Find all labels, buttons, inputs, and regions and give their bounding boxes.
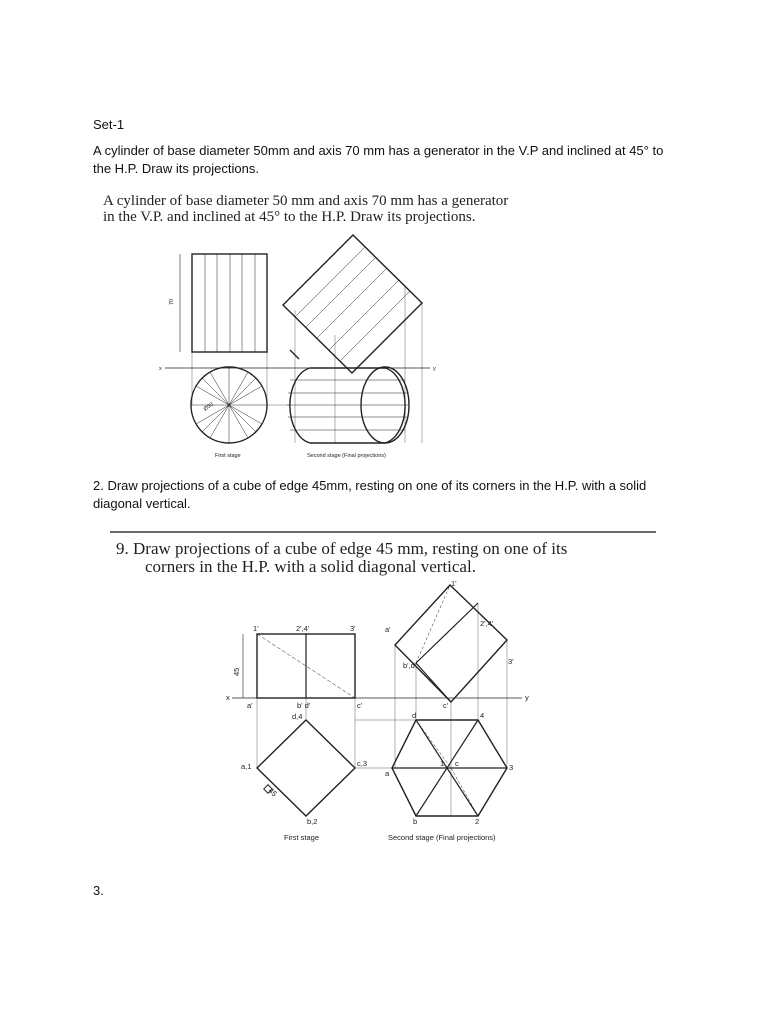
label-final-4: 4 bbox=[480, 711, 485, 720]
cube-x-axis-label: x bbox=[226, 693, 230, 702]
label-final-c: c bbox=[455, 759, 459, 768]
label-final-b: b bbox=[413, 817, 418, 826]
label-final-d: d bbox=[412, 711, 417, 720]
label-final-3: 3 bbox=[509, 763, 514, 772]
label-2-4-prime: 2',4' bbox=[296, 624, 310, 633]
cube-y-axis-label: y bbox=[525, 693, 529, 702]
figure-2-caption-line-2: corners in the H.P. with a solid diagonal vertical. bbox=[145, 557, 476, 576]
label-1-prime: 1' bbox=[253, 624, 259, 633]
figure-2-first-stage-label: First stage bbox=[284, 833, 320, 842]
figure-2-second-stage-label: Second stage (Final projections) bbox=[388, 833, 496, 842]
figure-1-caption-line-1: A cylinder of base diameter 50 mm and axis 70 mm has a generator bbox=[103, 193, 509, 209]
label-final-1-prime: 1' bbox=[451, 579, 457, 588]
label-d4: d,4 bbox=[292, 712, 303, 721]
question-3-number: 3. bbox=[93, 883, 104, 898]
label-final-2-4-prime: 2',4' bbox=[480, 619, 494, 628]
dimension-diameter-label: Ø50 bbox=[202, 401, 215, 413]
label-b-d-prime: b' d' bbox=[297, 701, 311, 710]
label-a-prime: a' bbox=[247, 701, 253, 710]
label-final-c-prime: c' bbox=[443, 701, 449, 710]
cube-drawing bbox=[232, 585, 522, 816]
figure-1-caption-line-2: in the V.P. and inclined at 45° to the H.P. Draw its projections. bbox=[103, 209, 476, 225]
figure-1-first-stage-label: First stage bbox=[215, 453, 241, 459]
label-final-b-d-prime: b',d' bbox=[403, 661, 417, 670]
cube-dimension-45-top-label: 45 bbox=[266, 786, 279, 799]
set-title: Set-1 bbox=[93, 117, 125, 132]
question-1-text: A cylinder of base diameter 50mm and axis 70 mm has a generator in the V.P and inclined at 45° to the H.P. Draw its projections. bbox=[93, 143, 664, 176]
label-c3: c,3 bbox=[357, 759, 368, 768]
cube-projection-figure bbox=[110, 528, 658, 850]
cube-dimension-45-label: 45 bbox=[232, 667, 241, 676]
label-final-2: 2 bbox=[475, 817, 480, 826]
label-final-3-prime: 3' bbox=[508, 657, 514, 666]
figure-2-caption-line-1: 9. Draw projections of a cube of edge 45 mm, resting on one of its bbox=[116, 539, 568, 558]
label-3-prime: 3' bbox=[350, 624, 356, 633]
question-2-text: 2. Draw projections of a cube of edge 45mm, resting on one of its corners in the H.P. with a solid diagonal vertical. bbox=[93, 478, 647, 511]
label-c-prime: c' bbox=[357, 701, 363, 710]
figure-2-annotations bbox=[226, 579, 529, 842]
label-final-a: a bbox=[385, 769, 390, 778]
dimension-70-label: 70 bbox=[169, 298, 175, 305]
label-b2: b,2 bbox=[307, 817, 318, 826]
label-a1: a,1 bbox=[241, 762, 252, 771]
cylinder-projection-figure bbox=[95, 185, 535, 465]
figure-2-caption bbox=[110, 532, 656, 576]
label-final-1: 1 bbox=[440, 759, 445, 768]
x-axis-label: x bbox=[159, 366, 162, 372]
y-axis-label: y bbox=[433, 366, 436, 372]
label-final-a-prime: a' bbox=[385, 625, 391, 634]
figure-1-second-stage-label: Second stage (Final projections) bbox=[307, 453, 386, 459]
